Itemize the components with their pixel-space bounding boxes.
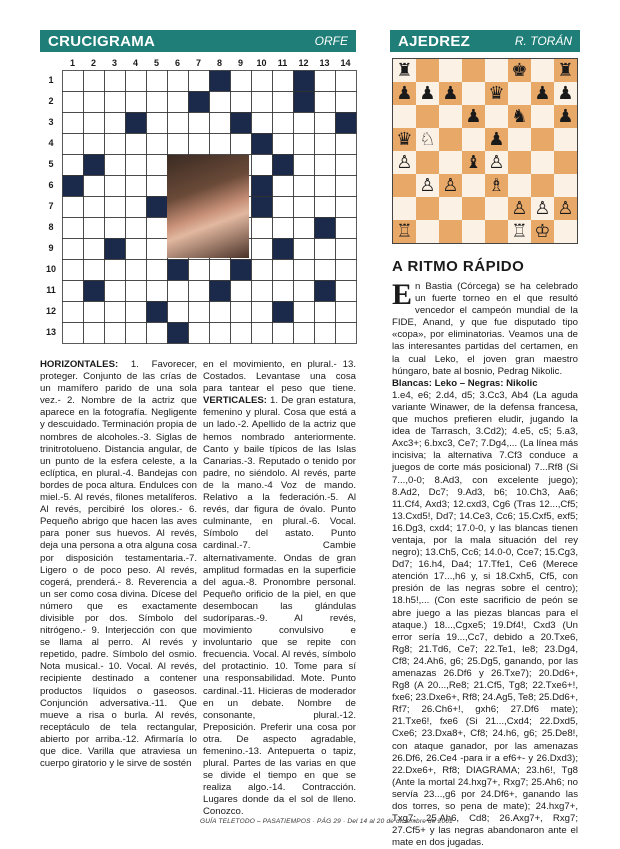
- black-cell: [189, 92, 210, 113]
- chess-article-title: A RITMO RÁPIDO: [392, 258, 525, 275]
- chess-piece: ♜: [557, 60, 574, 81]
- crossword-cell: [168, 71, 189, 92]
- black-cell: [273, 155, 294, 176]
- crossword-cell: [63, 155, 84, 176]
- crossword-cell: [84, 71, 105, 92]
- crossword-cell: [294, 155, 315, 176]
- crossword-cell: [252, 239, 273, 260]
- board-square: [416, 105, 439, 128]
- crossword-cell: [126, 302, 147, 323]
- crossword-cell: [273, 260, 294, 281]
- crossword-cell: [231, 134, 252, 155]
- column-number: 14: [340, 58, 351, 68]
- crossword-cell: [273, 281, 294, 302]
- black-cell: [252, 134, 273, 155]
- board-square: [531, 105, 554, 128]
- crossword-cell: [168, 92, 189, 113]
- board-square: [485, 220, 508, 243]
- crossword-cell: [63, 260, 84, 281]
- board-square: [439, 151, 462, 174]
- board-square: [508, 151, 531, 174]
- board-square: [554, 220, 577, 243]
- crossword-cell: [294, 281, 315, 302]
- crossword-cell: [84, 134, 105, 155]
- crossword-cell: [147, 323, 168, 344]
- crossword-cell: [105, 92, 126, 113]
- column-number: 12: [298, 58, 309, 68]
- board-square: [554, 128, 577, 151]
- crossword-cell: [252, 92, 273, 113]
- crossword-cell: [105, 281, 126, 302]
- row-number: 10: [45, 264, 56, 274]
- row-number: 8: [48, 222, 54, 232]
- crossword-cell: [294, 218, 315, 239]
- page-footer: GUÍA TELETODO – PASATIEMPOS · PÁG 29 · Del 14 al 20 de diciembre de 2001: [200, 818, 453, 825]
- board-square: [462, 174, 485, 197]
- row-number: 4: [48, 138, 54, 148]
- crossword-cell: [315, 92, 336, 113]
- crossword-cell: [84, 260, 105, 281]
- crossword-cell: [189, 113, 210, 134]
- crossword-cell: [105, 113, 126, 134]
- crossword-cell: [294, 260, 315, 281]
- crossword-cell: [63, 239, 84, 260]
- board-square: [531, 174, 554, 197]
- black-cell: [210, 71, 231, 92]
- crossword-cell: [63, 281, 84, 302]
- crossword-cell: [63, 71, 84, 92]
- black-cell: [84, 155, 105, 176]
- chess-piece: ♟: [465, 106, 482, 127]
- crossword-cell: [315, 239, 336, 260]
- chess-piece: ♙: [534, 198, 551, 219]
- crossword-cell: [252, 71, 273, 92]
- crossword-cell: [105, 176, 126, 197]
- chess-piece: ♟: [557, 106, 574, 127]
- board-square: [462, 59, 485, 82]
- board-square: [439, 105, 462, 128]
- black-cell: [315, 218, 336, 239]
- chess-piece: ♙: [396, 152, 413, 173]
- row-number: 5: [48, 159, 54, 169]
- black-cell: [273, 239, 294, 260]
- black-cell: [126, 113, 147, 134]
- crossword-cell: [147, 239, 168, 260]
- board-square: [439, 220, 462, 243]
- crossword-cell: [252, 260, 273, 281]
- crossword-cell: [294, 176, 315, 197]
- board-square: [485, 59, 508, 82]
- crossword-cell: [126, 197, 147, 218]
- column-number: 1: [69, 58, 75, 68]
- black-cell: [252, 197, 273, 218]
- clue-heading: HORIZONTALES:: [40, 359, 119, 370]
- column-number: 13: [319, 58, 330, 68]
- crossword-cell: [168, 281, 189, 302]
- crossword-cell: [210, 302, 231, 323]
- board-square: [531, 59, 554, 82]
- crossword-cell: [105, 302, 126, 323]
- chess-intro-paragraph: n Bastia (Córcega) se ha celebrado un fuerte torneo en el que resultó vencedor el campeón mundial de la FIDE, Anand, y que fue disputado tipo «copa», por eliminatorias. Veamos una de las interesantes partidas del certamen, en la cual Leko, el joven gran maestro húngaro, bate al bosnio, Pedrag Nikolic.: [392, 281, 578, 377]
- crossword-clues-column-2: [203, 359, 356, 818]
- crossword-cell: [84, 176, 105, 197]
- board-square: [393, 197, 416, 220]
- black-cell: [231, 113, 252, 134]
- crossword-cell: [126, 281, 147, 302]
- row-number: 9: [48, 243, 54, 253]
- crossword-cell: [105, 323, 126, 344]
- board-square: [462, 220, 485, 243]
- chess-piece: ♙: [488, 152, 505, 173]
- column-number: 3: [111, 58, 117, 68]
- crossword-cell: [147, 176, 168, 197]
- crossword-cell: [126, 260, 147, 281]
- board-square: [462, 197, 485, 220]
- crossword-cell: [231, 323, 252, 344]
- crossword-cell: [147, 71, 168, 92]
- black-cell: [294, 92, 315, 113]
- crossword-cell: [126, 218, 147, 239]
- crossword-cell: [315, 71, 336, 92]
- crossword-cell: [294, 197, 315, 218]
- crossword-cell: [126, 71, 147, 92]
- board-square: [531, 128, 554, 151]
- crossword-cell: [168, 302, 189, 323]
- crossword-cell: [315, 197, 336, 218]
- board-square: [462, 128, 485, 151]
- crossword-cell: [147, 155, 168, 176]
- crossword-cell: [315, 176, 336, 197]
- chess-piece: ♙: [557, 198, 574, 219]
- crossword-cell: [147, 134, 168, 155]
- actress-photo: [167, 155, 249, 258]
- crossword-cell: [252, 218, 273, 239]
- crossword-cell: [63, 92, 84, 113]
- black-cell: [294, 71, 315, 92]
- crossword-cell: [84, 302, 105, 323]
- black-cell: [63, 176, 84, 197]
- crossword-cell: [231, 71, 252, 92]
- board-square: [508, 82, 531, 105]
- crossword-cell: [294, 113, 315, 134]
- clue-heading: VERTICALES:: [203, 395, 267, 407]
- chess-board: [392, 58, 578, 244]
- row-number: 11: [46, 285, 56, 295]
- black-cell: [147, 197, 168, 218]
- crossword-clues-column-1: [40, 359, 197, 814]
- chess-piece: ♚: [511, 60, 528, 81]
- crossword-cell: [105, 134, 126, 155]
- crossword-cell: [336, 155, 357, 176]
- crossword-cell: [63, 113, 84, 134]
- crossword-cell: [210, 260, 231, 281]
- crossword-cell: [273, 71, 294, 92]
- crossword-cell: [315, 302, 336, 323]
- crossword-cell: [105, 71, 126, 92]
- chess-piece: ♟: [396, 83, 413, 104]
- column-number: 4: [132, 58, 138, 68]
- crossword-cell: [63, 134, 84, 155]
- row-number: 12: [45, 306, 56, 316]
- board-square: [416, 197, 439, 220]
- black-cell: [84, 281, 105, 302]
- black-cell: [336, 113, 357, 134]
- chess-moves-paragraph: 1.e4, e6; 2.d4, d5; 3.Cc3, Ab4 (La aguda variante Winawer, de la defensa francesa, que muchos prefieren eludir, jugando la idea de Tarrasch, 3.Cd2); 4.e5, c5; 5.a3, Axc3+; 6.bxc3, Ce7; 7.Dg4,... (La línea más incisiva; la alternativa 7.Cf3 conduce a juegos de corte más posicional) 7...Rf8 (Si 7...,0-0; 8.Ad3, con excelente juego); 8.Ad2, Dc7; 9.Ad3, b6; 10.Ch3, Aa6; 11.Cf4, Axd3; 12.cxd3, Cg6 (Tras 12...,Cf5; 13.Cxd5!, Dd7; 14.Ce3, Cc6; 15.Cxf5, exf5; 16.Dg3, cxd4; 17.0-0, y las blancas tienen ventaja, por la mala situación del rey negro); 13.Ch5, Cc6; 14.0-0, Cce7; 15.Cg3, Dd7; 16.h4, Da4; 17.Tfe1, Ce6 (Merece atención 17...,h6 y, si 18.Cxh5, Cf5, con presión de las negras sobre el centro); 18.h5!,... (Con este sacrificio de peón se abre juego a las piezas blancas para el ataque.) 18...,Cgxe5; 19.Df4!, Cxd3 (Un error sería 19...,Cc7, debido a 20.Txe6, Rg8; 21.Td6, Ce7; 22.Te1, Ie8; 23.Dg4, Cf8; 24.Ah6, g6; 25.Dg5, ganando, por las amenazas 26.Df6 y 26.Txe7); 20.Dd6+, Rg8 (A 20...,Re8; 21.Cf5, Tg8; 22.Txe6+!, fxe6; 23.Dxe6+, Rf8; 24.Ag5, Te8; 25.Dd6+, Rf7; 26.Ch6+!, gxh6; 27.Df6 mate); 21.Txe6!, fxe6 (Si 21...,Cxd4; 22.Dxd5, Cxe6; 23.Dxa8+, Cf8; 24.h6, g6; 25.De8!, con ataque ganador, por las amenazas 26.Df6, 26.Ce4 -para ir a ef6+- y 26.Dxd3); 22.Dxe6+, Rf8; DIAGRAMA; 23.h6!, Tg8 (Ante la mortal 24.hxg7+, Rxg7; 25.Ah6; no servía 23...,g6 por 24.Df6+, ganando las dos torres, so pena de mate); 24.hxg7+, Txg7; 25.Ah6, Cd8; 26.Axg7+, Rxg7; 27.Cf5+ y las negras abandonaron ante el mate en dos jugadas.: [392, 389, 578, 849]
- chess-players-line: Blancas: Leko – Negras: Nikolic: [392, 377, 538, 389]
- crossword-cell: [147, 113, 168, 134]
- black-cell: [231, 260, 252, 281]
- crossword-cell: [273, 92, 294, 113]
- board-square: [416, 220, 439, 243]
- crossword-cell: [84, 113, 105, 134]
- crossword-cell: [84, 323, 105, 344]
- chess-author: R. TORÁN: [514, 34, 572, 48]
- crossword-cell: [336, 197, 357, 218]
- crossword-cell: [336, 281, 357, 302]
- crossword-cell: [273, 323, 294, 344]
- crossword-cell: [252, 302, 273, 323]
- crossword-cell: [315, 155, 336, 176]
- crossword-cell: [126, 323, 147, 344]
- crossword-column-numbers: [62, 58, 356, 70]
- crossword-cell: [189, 281, 210, 302]
- clue-text: 1. Favorecer, proteger. Conjunto de las crías de un mamífero parido de una sola vez.- 2. Nombre de la actriz que aparece en la fotografía. Negligente y descuidado. Terminación propia de nombres de alcoholes.-3. Siglas de trinitrotolueno. Distancia angular, de un punto de la esfera celeste, a la eclíptica, en plural.-4. Bandejas con bordes de poca altura. Endulces con miel.-5. Al revés, filones metalíferos. Al revés, percibiré los olores.- 6. Pequeño abrigo que hacen las aves para poner sus huevos. Al revés, deja una persona a otra alguna cosa por disposición testamentaria.-7. Ligero o de poco peso. Al revés, cogerá, prenderá.- 8. Reverencia a un ser como cosa divina. Dícese del número que es exactamente divisible por dos. Símbolo del nitrógeno.- 9. Interjección con que se llama al perro. Al revés y repetido, padre. Símbolo del osmio. Nota musical.- 10. Vocal. Al revés, recipiente destinado a contener productos líquidos o gaseosos. Conjunción adversativa.-11. Que mueve a risa o burla. Al revés, receptáculo de tela rectangular, abierto por arriba.-12. Afirmaría lo que dice. Varilla que atraviesa un cuerpo giratorio y le sirve de sostén: [40, 359, 197, 770]
- chess-piece: ♟: [488, 129, 505, 150]
- board-square: [393, 105, 416, 128]
- chess-piece: ♟: [557, 83, 574, 104]
- column-number: 6: [174, 58, 180, 68]
- crossword-cell: [126, 239, 147, 260]
- crossword-cell: [231, 92, 252, 113]
- crossword-cell: [147, 281, 168, 302]
- crossword-cell: [294, 323, 315, 344]
- black-cell: [168, 323, 189, 344]
- crossword-cell: [294, 134, 315, 155]
- crossword-cell: [273, 113, 294, 134]
- crossword-cell: [210, 323, 231, 344]
- crossword-cell: [336, 176, 357, 197]
- crossword-cell: [168, 113, 189, 134]
- crossword-cell: [63, 197, 84, 218]
- crossword-cell: [210, 113, 231, 134]
- chess-piece: ♛: [396, 129, 413, 150]
- chess-piece: ♝: [465, 152, 482, 173]
- crossword-cell: [84, 197, 105, 218]
- board-square: [485, 105, 508, 128]
- crossword-cell: [189, 302, 210, 323]
- crossword-cell: [252, 323, 273, 344]
- crossword-cell: [231, 302, 252, 323]
- crossword-cell: [63, 218, 84, 239]
- column-number: 9: [237, 58, 243, 68]
- board-square: [554, 174, 577, 197]
- crossword-cell: [336, 302, 357, 323]
- board-square: [508, 128, 531, 151]
- column-number: 8: [216, 58, 222, 68]
- crossword-cell: [294, 302, 315, 323]
- crossword-cell: [84, 218, 105, 239]
- board-square: [416, 151, 439, 174]
- crossword-cell: [273, 197, 294, 218]
- crossword-cell: [336, 92, 357, 113]
- chess-piece: ♖: [396, 221, 413, 242]
- board-square: [439, 128, 462, 151]
- board-square: [416, 59, 439, 82]
- black-cell: [168, 260, 189, 281]
- crossword-cell: [189, 71, 210, 92]
- crossword-cell: [315, 260, 336, 281]
- board-square: [462, 82, 485, 105]
- board-square: [531, 151, 554, 174]
- crossword-cell: [84, 92, 105, 113]
- chess-piece: ♟: [534, 83, 551, 104]
- clue-text: en el movimiento, en plural.- 13. Costados. Levantase una cosa para tantear el peso que tiene.: [203, 359, 356, 395]
- chess-piece: ♔: [534, 221, 551, 242]
- crossword-cell: [315, 323, 336, 344]
- crossword-cell: [126, 155, 147, 176]
- crossword-cell: [273, 176, 294, 197]
- drop-cap: E: [392, 278, 413, 311]
- board-square: [485, 197, 508, 220]
- crossword-cell: [189, 323, 210, 344]
- black-cell: [210, 281, 231, 302]
- chess-piece: ♖: [511, 221, 528, 242]
- row-number: 2: [48, 96, 54, 106]
- crossword-cell: [336, 218, 357, 239]
- chess-piece: ♘: [419, 129, 436, 150]
- chess-piece: ♛: [488, 83, 505, 104]
- chess-piece: ♙: [511, 198, 528, 219]
- column-number: 10: [256, 58, 267, 68]
- crossword-cell: [105, 155, 126, 176]
- column-number: 7: [195, 58, 201, 68]
- board-square: [508, 174, 531, 197]
- chess-title: AJEDREZ: [398, 32, 471, 50]
- crossword-cell: [105, 197, 126, 218]
- crossword-cell: [336, 323, 357, 344]
- column-number: 2: [90, 58, 96, 68]
- crossword-cell: [147, 92, 168, 113]
- crossword-cell: [273, 218, 294, 239]
- black-cell: [252, 176, 273, 197]
- crossword-cell: [336, 71, 357, 92]
- crossword-cell: [315, 134, 336, 155]
- crossword-author: ORFE: [314, 34, 348, 48]
- chess-piece: ♙: [442, 175, 459, 196]
- crossword-cell: [189, 260, 210, 281]
- chess-piece: ♙: [419, 175, 436, 196]
- crossword-cell: [84, 239, 105, 260]
- crossword-cell: [105, 260, 126, 281]
- crossword-cell: [210, 134, 231, 155]
- row-number: 6: [48, 180, 54, 190]
- column-number: 5: [153, 58, 159, 68]
- black-cell: [147, 302, 168, 323]
- crossword-cell: [315, 113, 336, 134]
- board-square: [439, 197, 462, 220]
- chess-article-body: [392, 278, 578, 849]
- crossword-cell: [126, 134, 147, 155]
- row-number: 1: [48, 75, 54, 85]
- chess-piece: ♜: [396, 60, 413, 81]
- crossword-title: CRUCIGRAMA: [48, 32, 156, 50]
- crossword-cell: [189, 134, 210, 155]
- crossword-cell: [336, 260, 357, 281]
- chess-piece: ♗: [488, 175, 505, 196]
- crossword-cell: [210, 92, 231, 113]
- crossword-cell: [63, 302, 84, 323]
- crossword-cell: [252, 281, 273, 302]
- crossword-cell: [147, 218, 168, 239]
- crossword-cell: [273, 134, 294, 155]
- row-number: 7: [48, 201, 54, 211]
- crossword-cell: [147, 260, 168, 281]
- board-square: [439, 59, 462, 82]
- crossword-cell: [126, 92, 147, 113]
- crossword-cell: [294, 239, 315, 260]
- board-square: [393, 174, 416, 197]
- crossword-header: [40, 30, 356, 52]
- board-square: [554, 151, 577, 174]
- chess-piece: ♟: [419, 83, 436, 104]
- crossword-cell: [168, 134, 189, 155]
- column-number: 11: [277, 58, 288, 68]
- chess-header: [390, 30, 580, 52]
- row-number: 3: [48, 117, 54, 127]
- crossword-cell: [252, 113, 273, 134]
- row-number: 13: [45, 327, 56, 337]
- chess-piece: ♞: [511, 106, 528, 127]
- crossword-cell: [252, 155, 273, 176]
- black-cell: [315, 281, 336, 302]
- black-cell: [105, 239, 126, 260]
- black-cell: [273, 302, 294, 323]
- clue-text: 1. De gran estatura, femenino y plural. Cosa que está a un lado.-2. Apellido de la actriz que hemos nombrado anteriormente. Canto y baile típicos de las Islas Canarias.-3. Reputado o tenido por padre, no siéndolo. Al revés, parte de la mano.-4 Voz de mando. Relativo a la federación.-5. Al revés, dar figura de óvalo. Punto culminante, en plural.-6. Vocal. Símbolo del astato. Punto cardinal.-7. Cambie alternativamente. Ondas de gran amplitud formadas en la superficie del agua.-8. Pronombre personal. Pequeño orificio de la piel, en que desembocan las glándulas sudoríparas.-9. Al revés, movimiento convulsivo e involuntario que se repite con frecuencia. Vocal. Al revés, símbolo del protactinio. 10. Tome para sí una responsabilidad. Mote. Punto cardinal.-11. Hicieras de moderador en un debate. Nombre de consonante, plural.-12. Preposición. Preferir una cosa por otra. De aspecto agradable, femenino.-13. Antepuerta o tapiz, plural. Partes de las varias en que se divide el tiempo en que se realiza algo.-14. Contracción. Lugares donde da el sol de lleno. Conozco.: [203, 395, 356, 818]
- crossword-cell: [231, 281, 252, 302]
- crossword-cell: [336, 134, 357, 155]
- crossword-cell: [336, 239, 357, 260]
- crossword-cell: [63, 323, 84, 344]
- chess-piece: ♟: [442, 83, 459, 104]
- crossword-cell: [105, 218, 126, 239]
- crossword-cell: [126, 176, 147, 197]
